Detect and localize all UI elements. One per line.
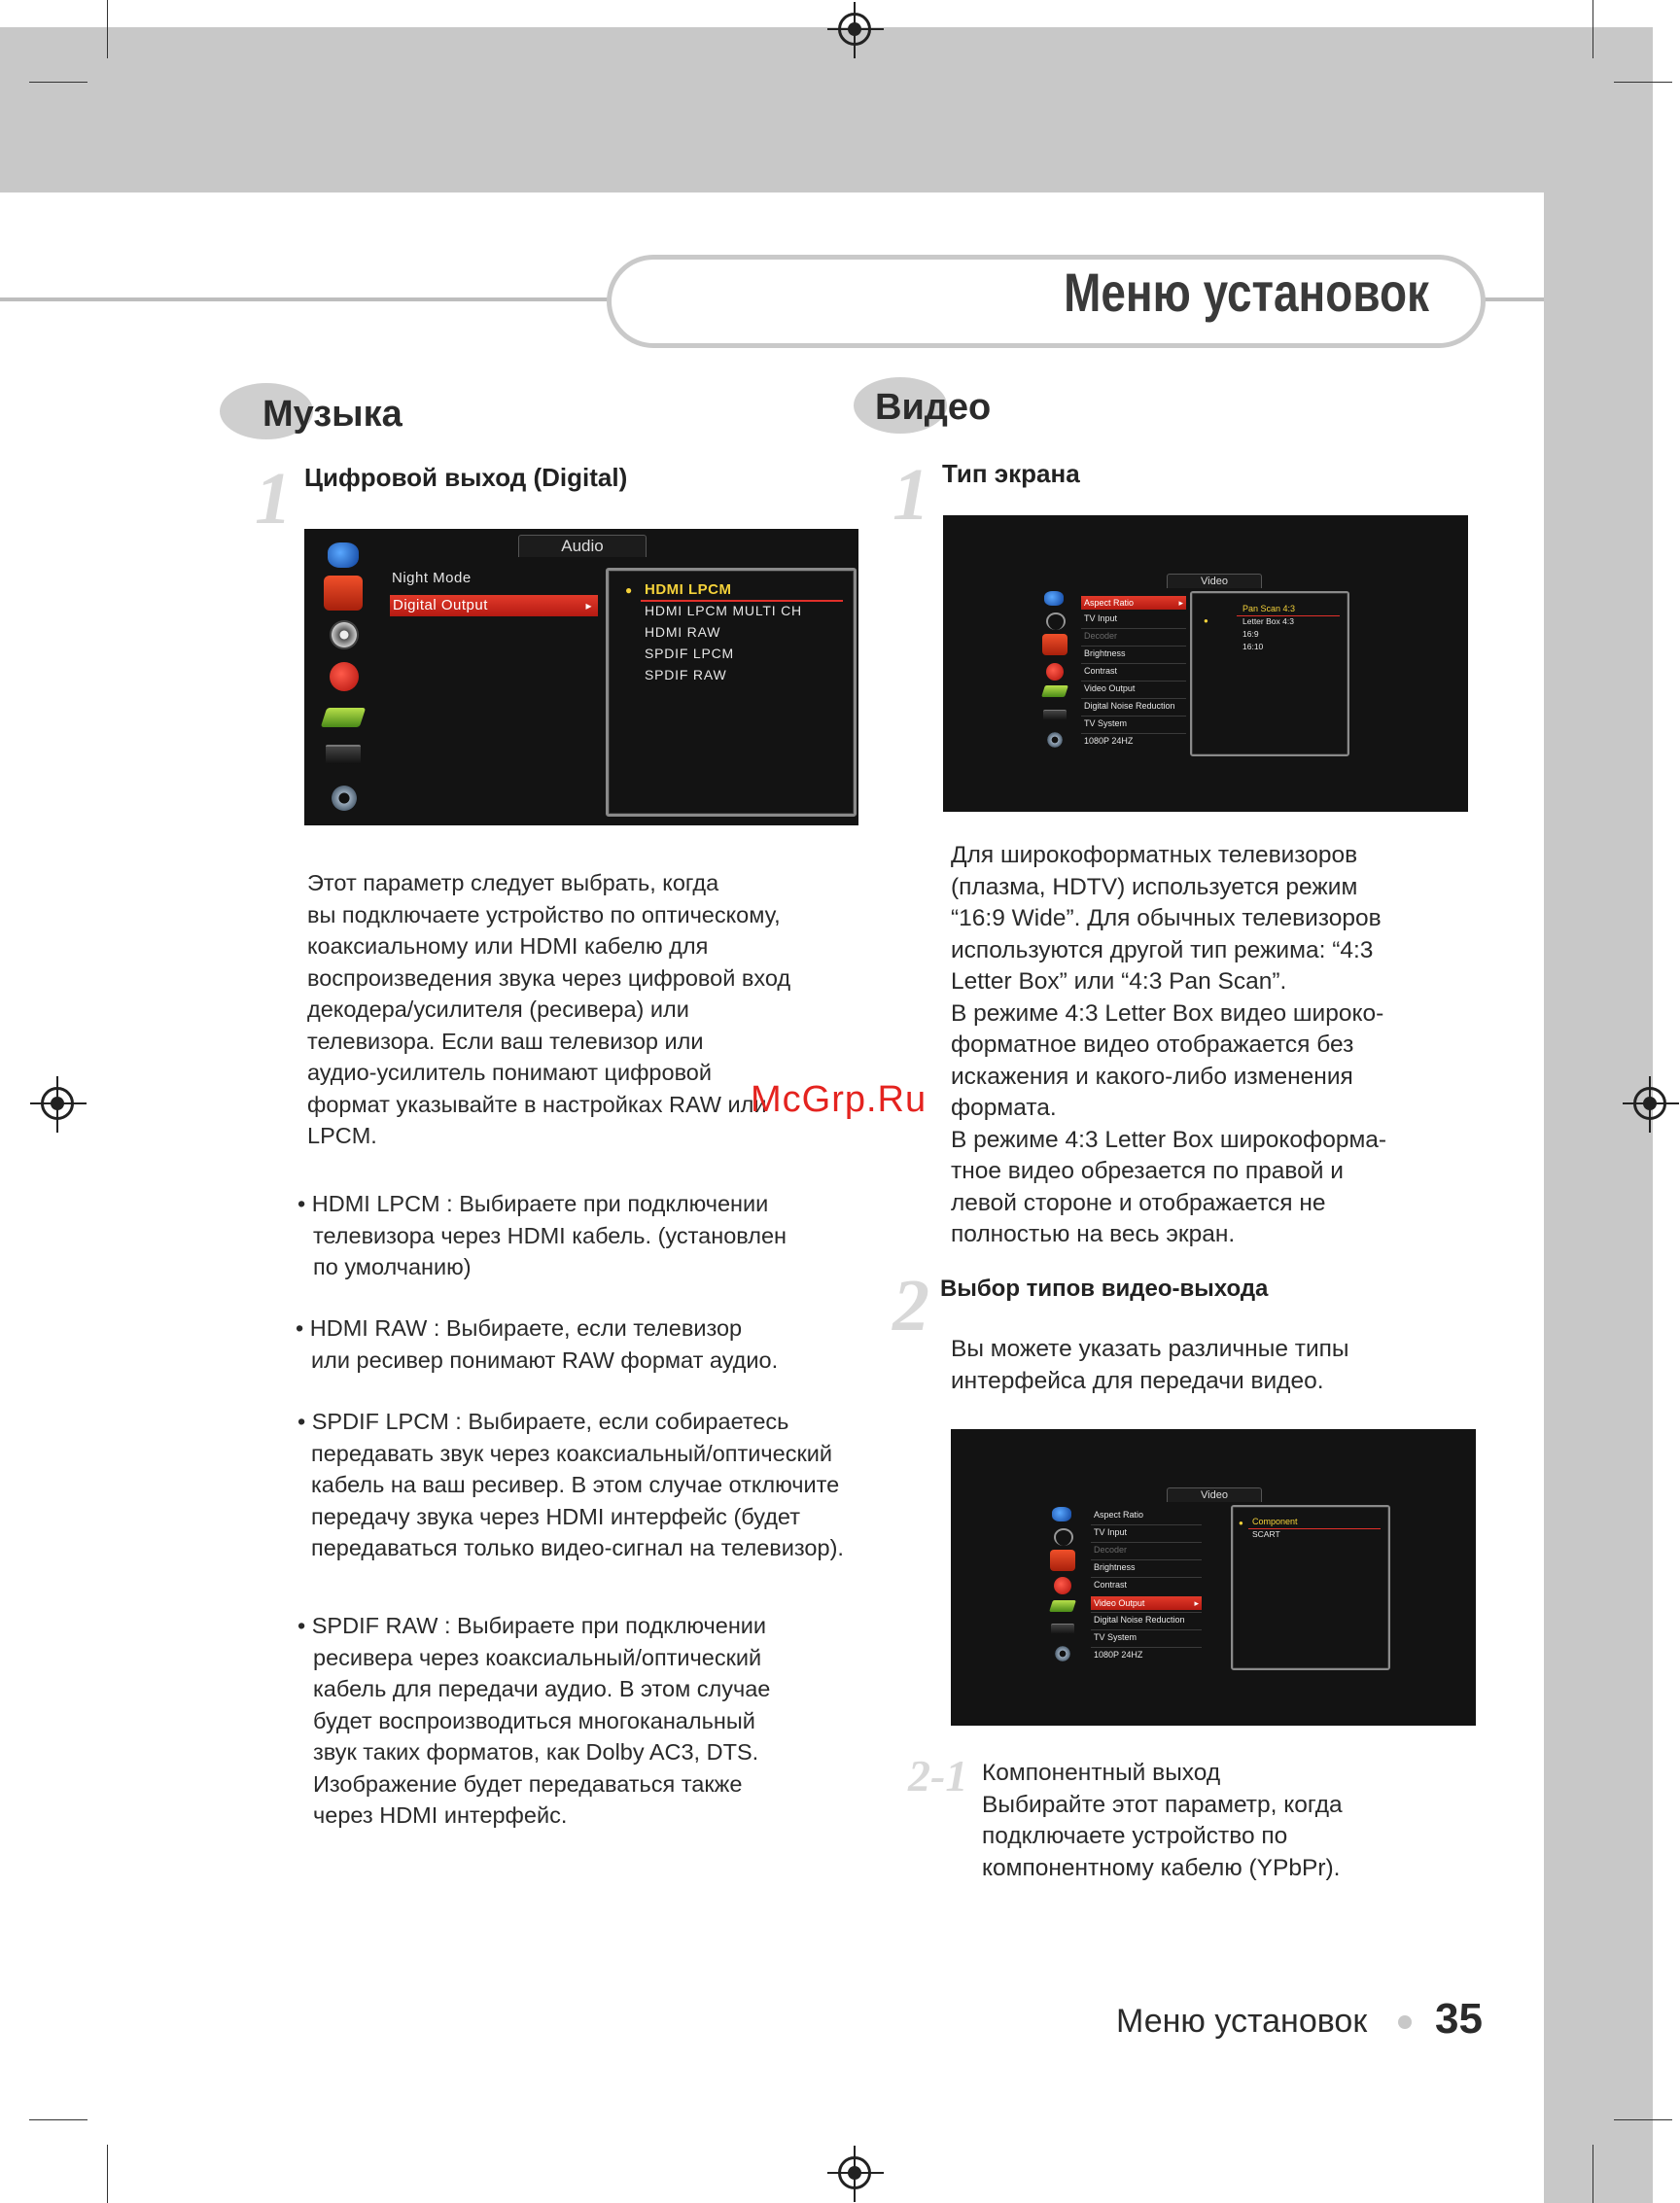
menu-item-selected[interactable] (390, 595, 598, 616)
film-reel-icon (330, 620, 359, 649)
text-line: (плазма, HDTV) используется режим (951, 873, 1358, 900)
header-band (0, 27, 1653, 192)
text-line: полностью на весь экран. (951, 1221, 1236, 1247)
text-line: кабель для передачи аудио. В этом случае (313, 1676, 771, 1701)
text-line: звук таких форматов, как Dolby AC3, DTS. (313, 1739, 759, 1765)
text-line: вы подключаете устройство по оптическому, (307, 901, 781, 927)
registration-mark-icon (838, 2156, 871, 2189)
divider (1091, 1647, 1202, 1648)
text-line: “16:9 Wide”. Для обычных телевизоров (951, 905, 1382, 931)
option-item[interactable]: 16:10 (1242, 642, 1264, 651)
crop-mark (1592, 0, 1593, 58)
chevron-right-icon: ▸ (585, 599, 592, 612)
option-item[interactable]: SPDIF LPCM (645, 646, 735, 661)
headphones-icon (324, 576, 363, 611)
device-icon (1051, 1624, 1074, 1634)
text-line: Выбирайте этот параметр, когда (982, 1791, 1343, 1818)
tv-icon (328, 542, 359, 568)
text-line: через HDMI интерфейс. (313, 1802, 568, 1828)
divider (1091, 1629, 1202, 1630)
record-icon (1054, 1577, 1071, 1594)
text-line: • SPDIF LPCM : Выбираете, если собираетесь (298, 1409, 789, 1434)
gear-icon (1046, 731, 1064, 749)
selected-bullet-icon: ● (1239, 1519, 1243, 1527)
text-line: Этот параметр следует выбрать, когда (307, 870, 719, 895)
divider (1081, 681, 1186, 682)
device-icon (326, 745, 361, 764)
text-line: подключаете устройство по (982, 1823, 1288, 1849)
chevron-right-icon: ▸ (1178, 598, 1183, 608)
menu-item[interactable]: Digital Noise Reduction (1084, 701, 1175, 711)
text-line: по умолчанию) (313, 1254, 472, 1279)
record-icon (330, 662, 359, 691)
text-line: воспроизведения звука через цифровой вход (307, 964, 791, 991)
step-number: 2-1 (908, 1751, 968, 1801)
crop-mark (1614, 2119, 1672, 2120)
text-line: кабель на ваш ресивер. В этом случае отключите (311, 1472, 840, 1497)
video-menu-screenshot-2 (951, 1429, 1476, 1726)
text-line: коаксиальному или HDMI кабелю для (307, 933, 709, 959)
menu-item[interactable]: Night Mode (392, 570, 472, 586)
divider (1081, 628, 1186, 629)
menu-item[interactable]: Decoder (1094, 1545, 1128, 1555)
selected-bullet-icon: ● (1204, 616, 1208, 625)
crop-mark (29, 2119, 88, 2120)
text-line: тное видео обрезается по правой и (951, 1158, 1344, 1184)
menu-item-selected[interactable] (1081, 596, 1186, 610)
text-line: Вы можете указать различные типы (951, 1336, 1349, 1362)
divider (1091, 1612, 1202, 1613)
step-heading: Тип экрана (942, 459, 1080, 488)
divider (1081, 733, 1186, 734)
text-line: Изображение будет передаваться также (313, 1770, 743, 1797)
text-line: В режиме 4:3 Letter Box видео широко- (951, 999, 1384, 1027)
option-item-selected[interactable]: Component (1252, 1517, 1298, 1526)
menu-item[interactable]: TV Input (1094, 1527, 1128, 1537)
divider (1091, 1524, 1202, 1525)
video-menu-screenshot-1 (943, 515, 1468, 812)
option-item-selected[interactable]: HDMI LPCM (645, 581, 732, 598)
menu-tab: Video (1167, 1487, 1262, 1502)
text-line: Letter Box” или “4:3 Pan Scan”. (951, 968, 1287, 995)
option-item[interactable]: 16:9 (1242, 629, 1259, 639)
header-rule-left (0, 297, 612, 301)
text-line: ресивера через коаксиальный/оптический (313, 1644, 762, 1670)
bullet-hdmi-raw (296, 1312, 778, 1376)
hdd-icon (1041, 685, 1068, 697)
menu-tab: Video (1167, 574, 1262, 588)
section-title-music: Музыка (262, 394, 402, 435)
text-line: передаваться только видео-сигнал на телевизор). (311, 1535, 844, 1560)
footer-bullet-icon (1398, 2015, 1412, 2029)
divider (1091, 1542, 1202, 1543)
text-line: телевизора. Если ваш телевизор или (307, 1028, 704, 1054)
text-line: LPCM. (307, 1123, 377, 1148)
crop-mark (29, 82, 88, 83)
registration-mark-icon (41, 1087, 74, 1120)
menu-item[interactable]: Aspect Ratio (1094, 1510, 1144, 1520)
record-icon (1046, 663, 1064, 681)
menu-item[interactable]: 1080P 24HZ (1094, 1650, 1143, 1660)
page-title: Меню установок (1064, 262, 1429, 323)
menu-item[interactable]: TV Input (1084, 613, 1118, 623)
divider (1091, 1559, 1202, 1560)
tv-icon (1044, 591, 1064, 606)
text-line: В режиме 4:3 Letter Box широкоформа- (951, 1126, 1387, 1153)
divider (1081, 646, 1186, 647)
step-heading: Цифровой выход (Digital) (304, 463, 628, 492)
option-item[interactable]: Letter Box 4:3 (1242, 616, 1294, 626)
divider (1091, 1577, 1202, 1578)
text-line: передавать звук через коаксиальный/оптический (311, 1440, 832, 1466)
menu-item[interactable]: Video Output (1084, 683, 1136, 693)
side-band (1544, 192, 1653, 2203)
menu-tab: Audio (518, 535, 647, 557)
film-reel-icon (1042, 634, 1068, 655)
text-line: телевизора через HDMI кабель. (установлен (313, 1222, 787, 1248)
text-line: • SPDIF RAW : Выбираете при подключении (298, 1613, 767, 1638)
menu-item[interactable]: TV System (1094, 1632, 1138, 1642)
text-line: левой стороне и отображается не (951, 1189, 1326, 1216)
divider (1081, 663, 1186, 664)
menu-item[interactable]: Brightness (1084, 648, 1126, 658)
video-paragraph-3 (982, 1758, 1343, 1884)
option-item-selected[interactable]: Pan Scan 4:3 (1242, 604, 1296, 613)
menu-item-label: Digital Output (393, 597, 488, 613)
bullet-spdif-raw (298, 1610, 770, 1832)
step-number: 1 (892, 454, 929, 536)
hdd-icon (321, 708, 366, 727)
registration-mark-icon (838, 13, 871, 46)
bullet-spdif-lpcm (298, 1406, 844, 1564)
crop-mark (107, 2145, 108, 2203)
section-title-video: Видео (875, 387, 992, 428)
step-heading: Выбор типов видео-выхода (940, 1276, 1269, 1302)
text-line: будет воспроизводиться многоканальный (313, 1707, 755, 1733)
gear-icon (330, 784, 359, 813)
option-underline (641, 600, 843, 602)
option-item[interactable]: SCART (1252, 1529, 1280, 1539)
registration-mark-icon (1633, 1087, 1666, 1120)
menu-item[interactable]: TV System (1084, 718, 1128, 728)
header-rule-right (1476, 297, 1544, 301)
footer-section-name: Меню установок (1116, 2003, 1368, 2040)
divider (1081, 698, 1186, 699)
menu-item-label: Aspect Ratio (1084, 598, 1135, 608)
text-line: • HDMI LPCM : Выбираете при подключении (298, 1191, 769, 1216)
divider (1081, 716, 1186, 717)
option-item[interactable]: HDMI LPCM MULTI CH (645, 603, 802, 618)
text-line: интерфейса для передачи видео. (951, 1367, 1324, 1394)
headphones-icon (1054, 1528, 1073, 1546)
text-line: декодера/усилителя (ресивера) или (307, 997, 689, 1022)
gear-icon (1054, 1645, 1071, 1662)
audio-menu-screenshot (304, 529, 858, 825)
chevron-right-icon: ▸ (1194, 1598, 1199, 1608)
text-line: аудио-усилитель понимают цифровой (307, 1060, 712, 1085)
video-paragraph-1 (951, 840, 1386, 1251)
text-line: Компонентный выход (982, 1760, 1221, 1786)
bullet-hdmi-lpcm (298, 1188, 787, 1283)
menu-item-label: Video Output (1094, 1598, 1145, 1608)
text-line: компонентному кабелю (YPbPr). (982, 1854, 1341, 1881)
crop-mark (1614, 82, 1672, 83)
menu-item-selected[interactable] (1091, 1596, 1202, 1610)
text-line: или ресивер понимают RAW формат аудио. (311, 1346, 779, 1373)
step-number: 2 (892, 1265, 929, 1346)
device-icon (1043, 710, 1067, 720)
video-paragraph-2 (951, 1334, 1349, 1397)
menu-item[interactable]: Contrast (1094, 1580, 1128, 1590)
page-number: 35 (1435, 1995, 1483, 2043)
text-line: формат указывайте в настройках RAW или (307, 1091, 767, 1117)
music-paragraph (307, 867, 790, 1152)
film-reel-icon (1050, 1550, 1075, 1571)
option-item[interactable]: HDMI RAW (645, 624, 721, 640)
text-line: используются другой тип режима: “4:3 (951, 936, 1374, 963)
crop-mark (107, 0, 108, 58)
option-item[interactable]: SPDIF RAW (645, 667, 727, 682)
menu-item[interactable]: Digital Noise Reduction (1094, 1615, 1185, 1625)
headphones-icon (1046, 612, 1066, 630)
text-line: форматное видео отображается без (951, 1032, 1354, 1058)
step-number: 1 (255, 458, 292, 540)
tv-icon (1052, 1507, 1071, 1521)
menu-item[interactable]: Contrast (1084, 666, 1118, 676)
menu-item[interactable]: Decoder (1084, 631, 1118, 641)
menu-item[interactable]: 1080P 24HZ (1084, 736, 1134, 746)
hdd-icon (1049, 1600, 1076, 1612)
text-line: • HDMI RAW : Выбираете, если телевизор (296, 1315, 743, 1341)
watermark: McGrp.Ru (751, 1079, 928, 1120)
selected-bullet-icon: ● (625, 583, 633, 597)
text-line: искажения и какого-либо изменения (951, 1063, 1353, 1090)
menu-item[interactable]: Brightness (1094, 1562, 1136, 1572)
text-line: Для широкоформатных телевизоров (951, 842, 1358, 868)
text-line: формата. (951, 1095, 1057, 1121)
text-line: передачу звука через HDMI интерфейс (будет (311, 1503, 800, 1529)
crop-mark (1592, 2145, 1593, 2203)
